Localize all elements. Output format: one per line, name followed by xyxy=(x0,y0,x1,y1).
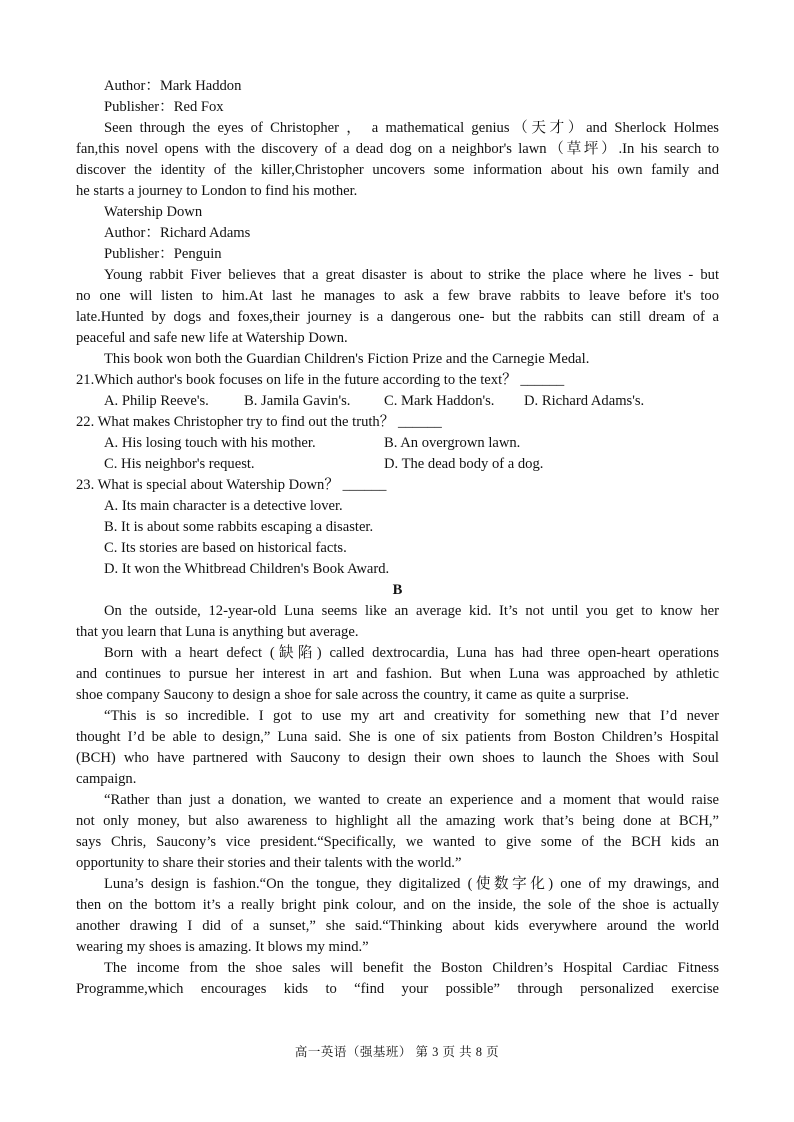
text-line: he starts a journey to London to find his mother. xyxy=(76,183,358,199)
option-a[interactable]: A. Its main character is a detective lover. xyxy=(104,498,343,514)
question-options xyxy=(76,391,719,412)
book3-author: Author：Richard Adams xyxy=(104,225,251,241)
book3-publisher: Publisher：Penguin xyxy=(104,246,222,262)
book3-award: This book won both the Guardian Children's Fiction Prize and the Carnegie Medal. xyxy=(104,351,590,367)
passage-paragraph-2 xyxy=(76,643,719,706)
option-c[interactable]: C. Mark Haddon's. xyxy=(384,393,495,409)
passage-paragraph-4 xyxy=(76,790,719,874)
option-d[interactable]: D. It won the Whitbread Children's Book Award. xyxy=(104,561,390,577)
question-options xyxy=(76,433,719,454)
text-line: late.Hunted by dogs and foxes,their journey is a dangerous one- but the rabbits can still dream of a xyxy=(76,309,719,325)
page-footer: 高一英语（强基班） 第 3 页 共 8 页 xyxy=(294,1045,500,1059)
text-line: wearing my shoes is amazing. It blows my mind.” xyxy=(76,939,369,955)
text-line: another drawing I did of a sunset,” she said.“Thinking about kids everywhere around the world xyxy=(76,918,719,934)
text-line: Luna’s design is fashion.“On the tongue, they digitalized (使数字化) one of my drawings, and xyxy=(104,876,719,892)
text-line: and continues to pursue her interest in art and fashion. But when Luna was approached by athletic xyxy=(76,666,719,682)
section-b-heading: B xyxy=(392,582,403,598)
text-line: fan,this novel opens with the discovery of a dead dog on a neighbor's lawn（草坪）.In his search to xyxy=(76,141,719,157)
passage-paragraph-3 xyxy=(76,706,719,790)
text-line: opportunity to share their stories and their talents with the world.” xyxy=(76,855,462,871)
question-stem: 21.Which author's book focuses on life in the future according to the text？ ______ xyxy=(76,372,565,388)
text-line: peaceful and safe new life at Watership Down. xyxy=(76,330,348,346)
option-d[interactable]: D. The dead body of a dog. xyxy=(384,456,544,472)
text-line: The income from the shoe sales will benefit the Boston Children’s Hospital Cardiac Fitness xyxy=(104,960,719,976)
text-line: On the outside, 12-year-old Luna seems like an average kid. It’s not until you get to know her xyxy=(104,603,719,619)
book2-author: Author：Mark Haddon xyxy=(104,78,242,94)
option-b[interactable]: B. An overgrown lawn. xyxy=(384,435,521,451)
text-line: (BCH) who have partnered with Saucony to design their own shoes to launch the Shoes with Soul xyxy=(76,750,719,766)
question-21 xyxy=(76,370,719,412)
book3-description xyxy=(76,265,719,349)
text-line: “Rather than just a donation, we wanted to create an experience and a moment that would raise xyxy=(104,792,719,808)
text-line: thought I’d be able to design,” Luna said. She is one of six patients from Boston Children’s Hospital xyxy=(76,729,719,745)
question-options xyxy=(76,454,719,475)
text-line: then on the bottom it’s a really bright pink colour, and on the inside, the sole of the shoe is actually xyxy=(76,897,719,913)
text-line: “This is so incredible. I got to use my art and creativity for something new that I’d never xyxy=(104,708,719,724)
text-line: discover the identity of the killer,Christopher uncovers some information about his own family and xyxy=(76,162,719,178)
passage-paragraph-6 xyxy=(76,958,719,1000)
option-b[interactable]: B. It is about some rabbits escaping a disaster. xyxy=(104,519,374,535)
text-line: not only money, but also awareness to highlight all the amazing work that’s being done at BCH,” xyxy=(76,813,719,829)
option-c[interactable]: C. Its stories are based on historical facts. xyxy=(104,540,347,556)
text-line: says Chris, Saucony’s vice president.“Specifically, we wanted to give some of the BCH kids an xyxy=(76,834,719,850)
option-d[interactable]: D. Richard Adams's. xyxy=(524,393,645,409)
text-line: Born with a heart defect (缺陷) called dextrocardia, Luna has had three open-heart operations xyxy=(104,645,719,661)
question-22 xyxy=(76,412,719,475)
book3-title: Watership Down xyxy=(104,204,203,220)
option-a[interactable]: A. Philip Reeve's. xyxy=(104,393,209,409)
option-a[interactable]: A. His losing touch with his mother. xyxy=(104,435,316,451)
passage-paragraph-1 xyxy=(76,601,719,643)
question-stem: 23. What is special about Watership Down？ ______ xyxy=(76,477,387,493)
text-line: Programme,which encourages kids to “find your possible” through personalized exercise xyxy=(76,981,719,997)
book2-description xyxy=(76,118,719,202)
text-line: campaign. xyxy=(76,771,137,787)
book2-publisher: Publisher：Red Fox xyxy=(104,99,224,115)
page-content xyxy=(76,76,719,1000)
text-line: no one will listen to him.At last he manages to ask a few brave rabbits to leave before it's too xyxy=(76,288,719,304)
text-line: Seen through the eyes of Christopher ， a mathematical genius（天才）and Sherlock Holmes xyxy=(104,120,719,136)
text-line: shoe company Saucony to design a shoe for sale across the country, it came as quite a surprise. xyxy=(76,687,630,703)
option-c[interactable]: C. His neighbor's request. xyxy=(104,456,255,472)
text-line: Young rabbit Fiver believes that a great disaster is about to strike the place where he lives - but xyxy=(104,267,719,283)
question-stem: 22. What makes Christopher try to find out the truth？ ______ xyxy=(76,414,442,430)
question-23 xyxy=(76,475,719,580)
text-line: that you learn that Luna is anything but average. xyxy=(76,624,359,640)
option-b[interactable]: B. Jamila Gavin's. xyxy=(244,393,351,409)
passage-paragraph-5 xyxy=(76,874,719,958)
